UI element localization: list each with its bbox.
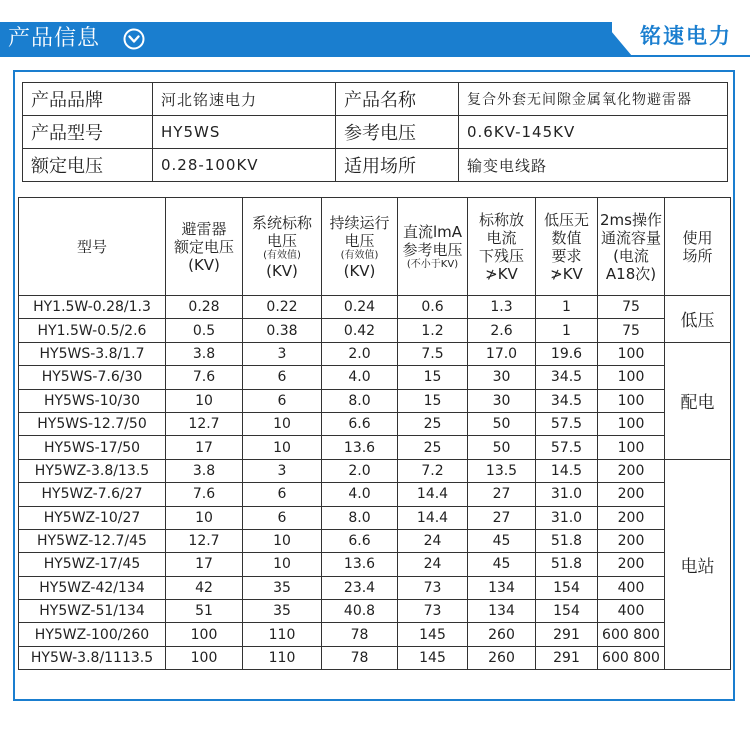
value-cell: 8.0 — [322, 389, 398, 412]
value-cell: 0.38 — [243, 319, 322, 342]
header-rated-voltage: 避雷器 额定电压 (KV) — [166, 198, 243, 296]
value-cell: 14.5 — [536, 459, 598, 482]
info-label: 参考电压 — [336, 116, 459, 149]
spec-table — [18, 197, 731, 670]
info-label: 产品型号 — [23, 116, 153, 149]
value-cell: 14.4 — [398, 506, 468, 529]
model-cell: HY5WZ-42/134 — [19, 576, 166, 599]
value-cell: 4.0 — [322, 366, 398, 389]
info-value: HY5WS — [153, 116, 336, 149]
info-value: 河北铭速电力 — [153, 83, 336, 116]
info-row — [23, 83, 728, 116]
table-row — [19, 646, 731, 669]
value-cell: 110 — [243, 623, 322, 646]
value-cell: 12.7 — [166, 529, 243, 552]
value-cell: 200 — [598, 483, 665, 506]
value-cell: 25 — [398, 412, 468, 435]
value-cell: 110 — [243, 646, 322, 669]
model-cell: HY5W-3.8/1113.5 — [19, 646, 166, 669]
value-cell: 6 — [243, 506, 322, 529]
table-row — [19, 319, 731, 342]
header-model: 型号 — [19, 198, 166, 296]
header-place: 使用 场所 — [665, 198, 731, 296]
value-cell: 2.6 — [468, 319, 536, 342]
value-cell: 25 — [398, 436, 468, 459]
value-cell: 40.8 — [322, 600, 398, 623]
table-row — [19, 296, 731, 319]
product-info-table — [22, 82, 728, 182]
value-cell: 100 — [166, 623, 243, 646]
value-cell: 7.6 — [166, 366, 243, 389]
value-cell: 291 — [536, 623, 598, 646]
value-cell: 3 — [243, 459, 322, 482]
value-cell: 1.2 — [398, 319, 468, 342]
value-cell: 1 — [536, 296, 598, 319]
table-row — [19, 412, 731, 435]
value-cell: 0.42 — [322, 319, 398, 342]
value-cell: 51.8 — [536, 529, 598, 552]
value-cell: 154 — [536, 600, 598, 623]
value-cell: 100 — [598, 389, 665, 412]
info-label: 适用场所 — [336, 149, 459, 182]
model-cell: HY5WZ-7.6/27 — [19, 483, 166, 506]
value-cell: 24 — [398, 529, 468, 552]
value-cell: 100 — [598, 366, 665, 389]
value-cell: 75 — [598, 296, 665, 319]
value-cell: 0.6 — [398, 296, 468, 319]
value-cell: 30 — [468, 389, 536, 412]
table-row — [19, 389, 731, 412]
value-cell: 78 — [322, 623, 398, 646]
value-cell: 8.0 — [322, 506, 398, 529]
value-cell: 145 — [398, 623, 468, 646]
value-cell: 291 — [536, 646, 598, 669]
value-cell: 600 800 — [598, 623, 665, 646]
value-cell: 6.6 — [322, 412, 398, 435]
info-label: 产品名称 — [336, 83, 459, 116]
info-row — [23, 149, 728, 182]
value-cell: 50 — [468, 412, 536, 435]
section-header — [0, 0, 750, 56]
header-continuous-voltage: 持续运行 电压 (有效值) (KV) — [322, 198, 398, 296]
value-cell: 45 — [468, 553, 536, 576]
model-cell: HY1.5W-0.5/2.6 — [19, 319, 166, 342]
value-cell: 0.28 — [166, 296, 243, 319]
value-cell: 7.6 — [166, 483, 243, 506]
info-row — [23, 116, 728, 149]
value-cell: 4.0 — [322, 483, 398, 506]
value-cell: 1.3 — [468, 296, 536, 319]
info-value: 复合外套无间隙金属氧化物避雷器 — [459, 83, 728, 116]
value-cell: 35 — [243, 576, 322, 599]
value-cell: 15 — [398, 389, 468, 412]
value-cell: 10 — [243, 436, 322, 459]
table-row — [19, 506, 731, 529]
info-value: 0.28-100KV — [153, 149, 336, 182]
value-cell: 600 800 — [598, 646, 665, 669]
value-cell: 200 — [598, 553, 665, 576]
value-cell: 260 — [468, 646, 536, 669]
header-residual-voltage: 标称放 电流 下残压 ≯KV — [468, 198, 536, 296]
value-cell: 260 — [468, 623, 536, 646]
value-cell: 42 — [166, 576, 243, 599]
value-cell: 19.6 — [536, 342, 598, 365]
value-cell: 24 — [398, 553, 468, 576]
value-cell: 27 — [468, 483, 536, 506]
value-cell: 57.5 — [536, 436, 598, 459]
value-cell: 2.0 — [322, 342, 398, 365]
model-cell: HY5WS-7.6/30 — [19, 366, 166, 389]
value-cell: 1 — [536, 319, 598, 342]
header-surge-capacity: 2ms操作 通流容量 (电流 A18次) — [598, 198, 665, 296]
value-cell: 3 — [243, 342, 322, 365]
model-cell: HY5WZ-12.7/45 — [19, 529, 166, 552]
info-label: 额定电压 — [23, 149, 153, 182]
header-dc-reference-voltage: 直流lmA 参考电压 (不小于KV) — [398, 198, 468, 296]
value-cell: 3.8 — [166, 342, 243, 365]
value-cell: 30 — [468, 366, 536, 389]
info-value: 输变电线路 — [459, 149, 728, 182]
table-row — [19, 342, 731, 365]
value-cell: 7.2 — [398, 459, 468, 482]
model-cell: HY5WZ-17/45 — [19, 553, 166, 576]
value-cell: 2.0 — [322, 459, 398, 482]
value-cell: 100 — [166, 646, 243, 669]
value-cell: 31.0 — [536, 506, 598, 529]
model-cell: HY5WS-10/30 — [19, 389, 166, 412]
model-cell: HY5WS-12.7/50 — [19, 412, 166, 435]
value-cell: 0.24 — [322, 296, 398, 319]
value-cell: 10 — [243, 412, 322, 435]
table-row — [19, 459, 731, 482]
value-cell: 35 — [243, 600, 322, 623]
value-cell: 34.5 — [536, 366, 598, 389]
table-row — [19, 483, 731, 506]
model-cell: HY5WS-3.8/1.7 — [19, 342, 166, 365]
value-cell: 27 — [468, 506, 536, 529]
table-row — [19, 600, 731, 623]
value-cell: 13.6 — [322, 553, 398, 576]
info-label: 产品品牌 — [23, 83, 153, 116]
brand-name: 铭速电力 — [640, 24, 732, 48]
value-cell: 34.5 — [536, 389, 598, 412]
table-row — [19, 436, 731, 459]
value-cell: 73 — [398, 576, 468, 599]
value-cell: 200 — [598, 506, 665, 529]
value-cell: 400 — [598, 600, 665, 623]
value-cell: 10 — [243, 553, 322, 576]
table-row — [19, 553, 731, 576]
info-value: 0.6KV-145KV — [459, 116, 728, 149]
value-cell: 6.6 — [322, 529, 398, 552]
value-cell: 75 — [598, 319, 665, 342]
value-cell: 13.6 — [322, 436, 398, 459]
value-cell: 6 — [243, 483, 322, 506]
value-cell: 154 — [536, 576, 598, 599]
value-cell: 15 — [398, 366, 468, 389]
value-cell: 100 — [598, 342, 665, 365]
value-cell: 7.5 — [398, 342, 468, 365]
place-cell: 低压 — [665, 296, 731, 343]
value-cell: 57.5 — [536, 412, 598, 435]
value-cell: 10 — [243, 529, 322, 552]
value-cell: 17 — [166, 553, 243, 576]
value-cell: 13.5 — [468, 459, 536, 482]
value-cell: 6 — [243, 389, 322, 412]
model-cell: HY5WZ-3.8/13.5 — [19, 459, 166, 482]
value-cell: 14.4 — [398, 483, 468, 506]
model-cell: HY1.5W-0.28/1.3 — [19, 296, 166, 319]
spec-header-row — [19, 198, 731, 296]
value-cell: 134 — [468, 600, 536, 623]
value-cell: 3.8 — [166, 459, 243, 482]
value-cell: 6 — [243, 366, 322, 389]
value-cell: 51 — [166, 600, 243, 623]
place-cell: 配电 — [665, 342, 731, 459]
value-cell: 100 — [598, 412, 665, 435]
table-row — [19, 623, 731, 646]
value-cell: 12.7 — [166, 412, 243, 435]
table-row — [19, 529, 731, 552]
value-cell: 134 — [468, 576, 536, 599]
table-row — [19, 576, 731, 599]
value-cell: 200 — [598, 459, 665, 482]
value-cell: 45 — [468, 529, 536, 552]
chevron-down-circle-icon[interactable] — [123, 28, 145, 50]
value-cell: 78 — [322, 646, 398, 669]
header-system-voltage: 系统标称 电压 (有效值) (KV) — [243, 198, 322, 296]
model-cell: HY5WZ-51/134 — [19, 600, 166, 623]
value-cell: 200 — [598, 529, 665, 552]
section-title: 产品信息 — [8, 26, 101, 51]
value-cell: 10 — [166, 389, 243, 412]
value-cell: 17 — [166, 436, 243, 459]
value-cell: 10 — [166, 506, 243, 529]
value-cell: 17.0 — [468, 342, 536, 365]
value-cell: 145 — [398, 646, 468, 669]
value-cell: 100 — [598, 436, 665, 459]
value-cell: 0.22 — [243, 296, 322, 319]
model-cell: HY5WS-17/50 — [19, 436, 166, 459]
header-low-voltage-requirement: 低压无 数值 要求 ≯KV — [536, 198, 598, 296]
value-cell: 31.0 — [536, 483, 598, 506]
model-cell: HY5WZ-10/27 — [19, 506, 166, 529]
value-cell: 23.4 — [322, 576, 398, 599]
value-cell: 51.8 — [536, 553, 598, 576]
model-cell: HY5WZ-100/260 — [19, 623, 166, 646]
value-cell: 400 — [598, 576, 665, 599]
place-cell: 电站 — [665, 459, 731, 670]
value-cell: 50 — [468, 436, 536, 459]
value-cell: 0.5 — [166, 319, 243, 342]
header-underline — [0, 55, 750, 57]
table-row — [19, 366, 731, 389]
value-cell: 73 — [398, 600, 468, 623]
